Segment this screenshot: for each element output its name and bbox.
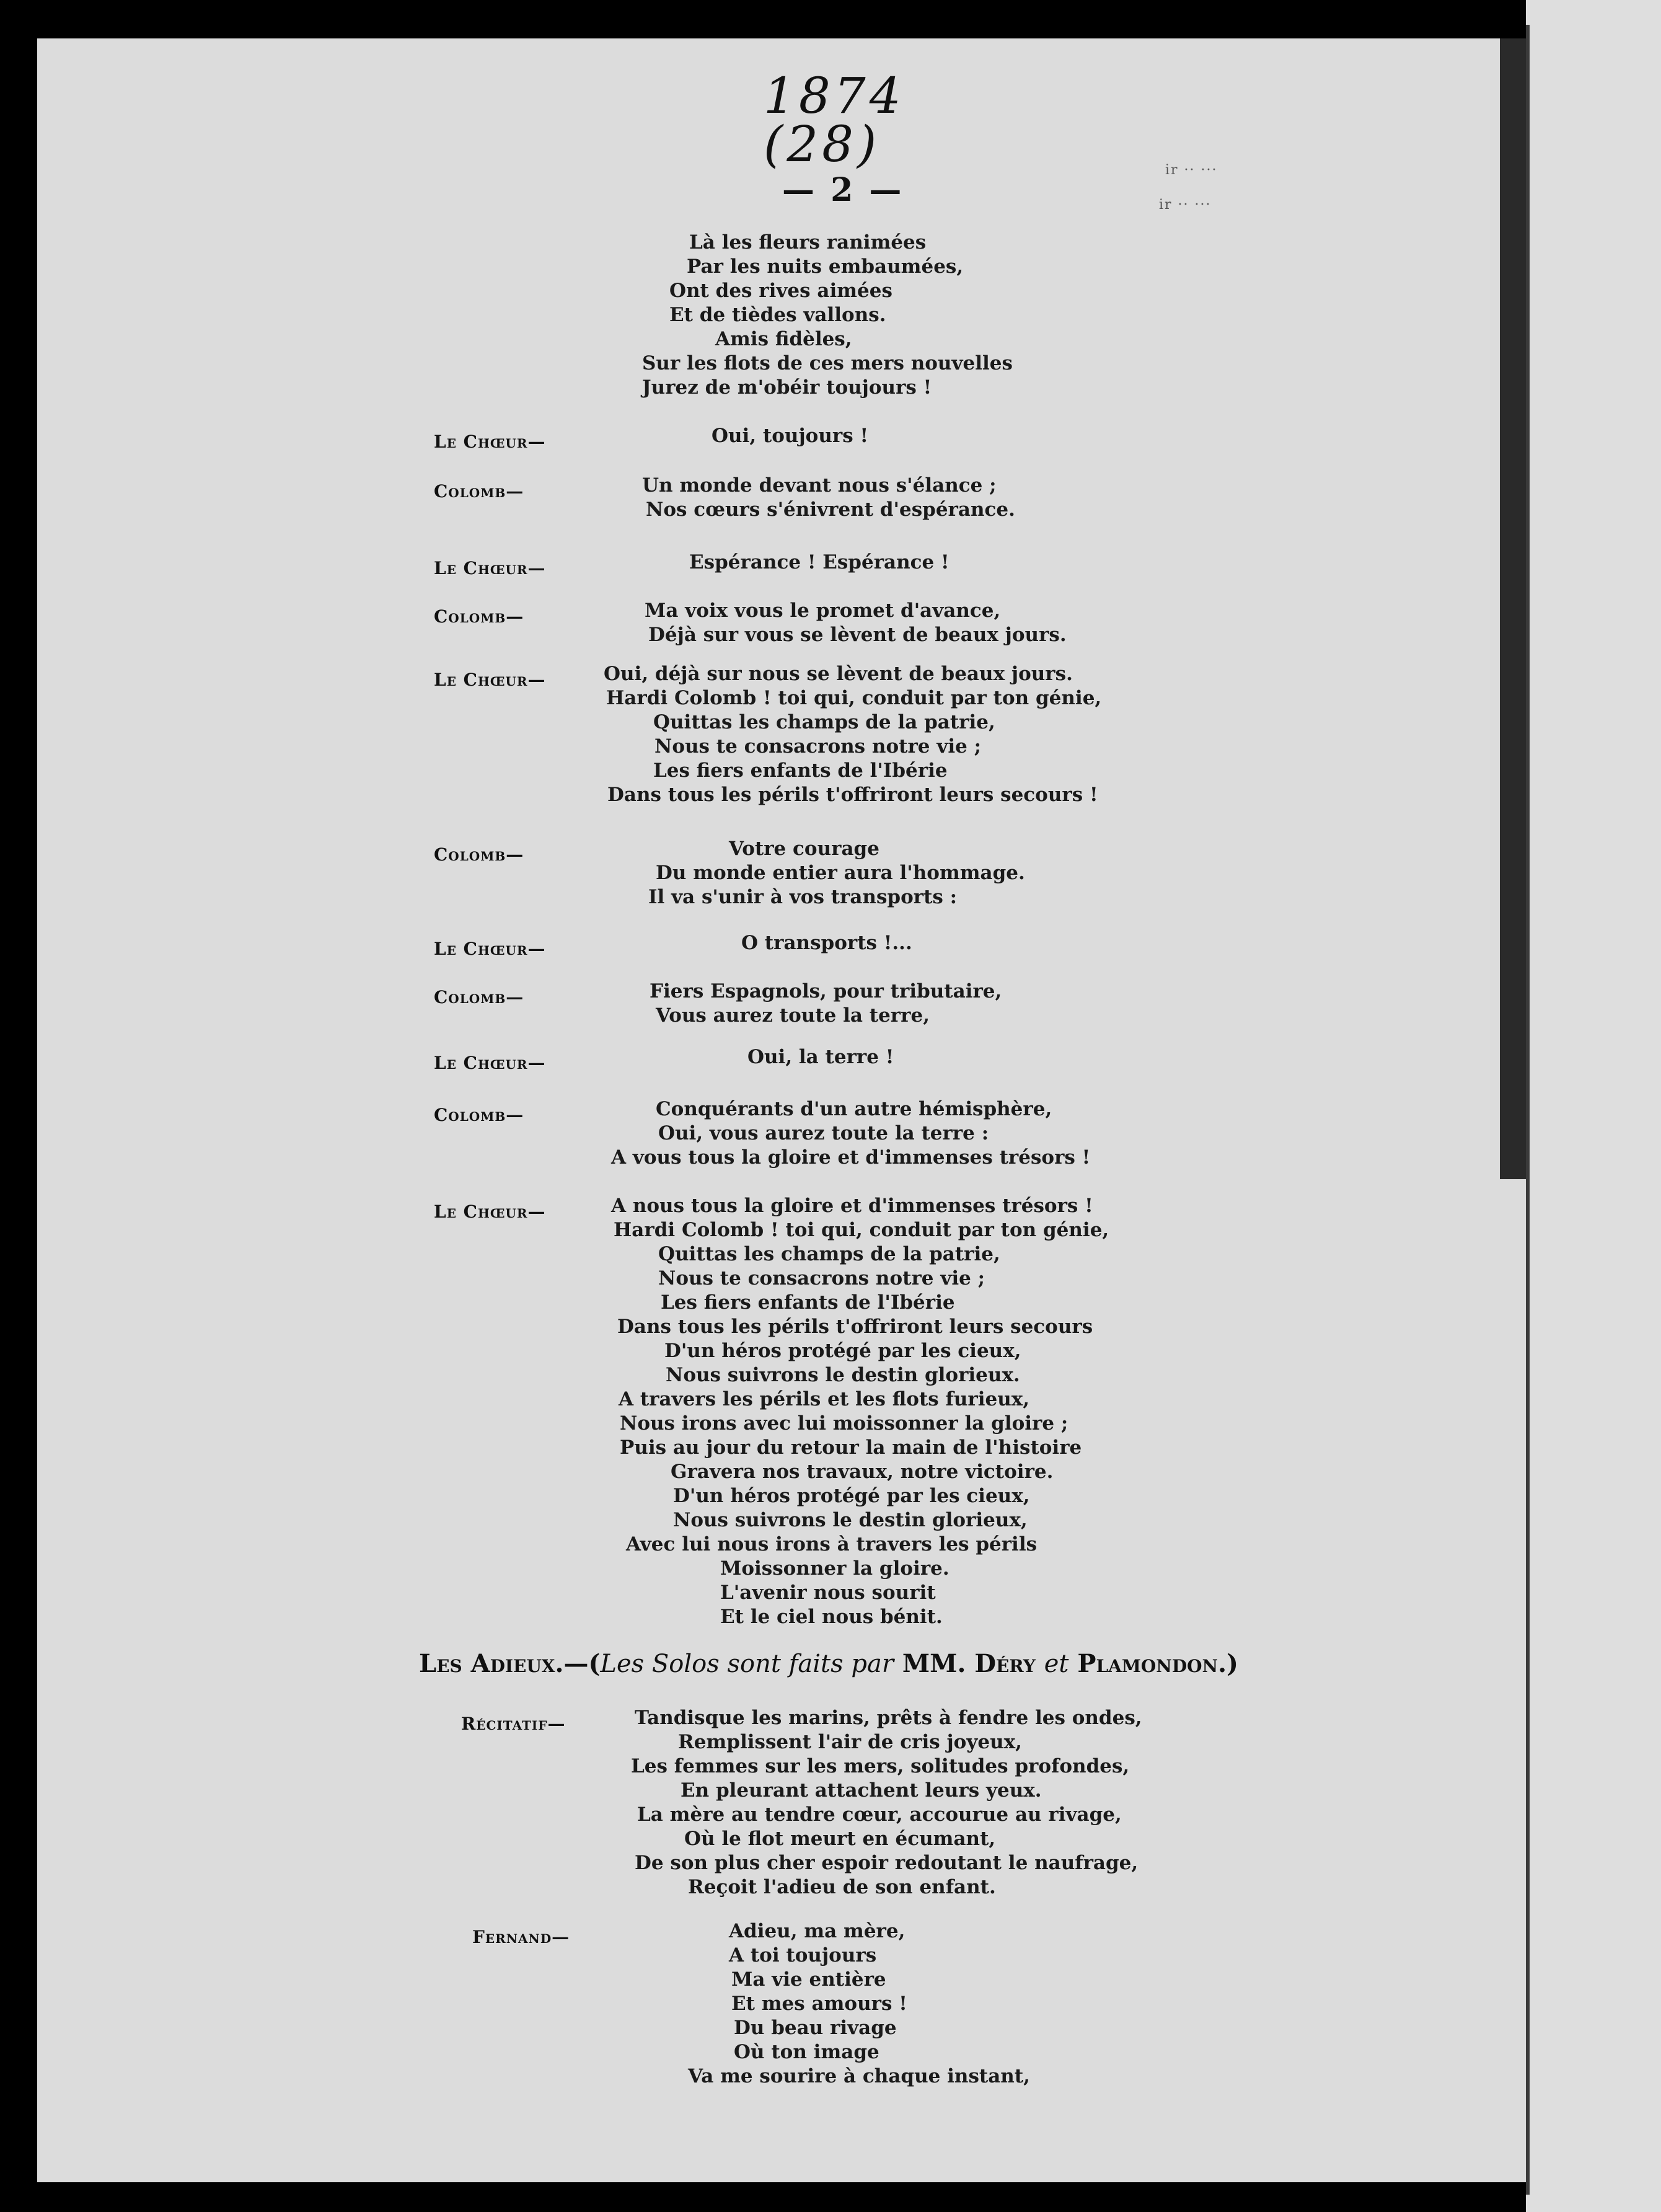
verse-line: Oui, la terre ! [747, 1046, 894, 1068]
speaker-label: Récitatif— [461, 1714, 566, 1734]
verse-line: Quittas les champs de la patrie, [658, 1243, 1000, 1265]
speaker-label: Le Chœur— [434, 1053, 546, 1073]
margin-marks: ir ·· ··· [1165, 162, 1218, 178]
verse-line: Hardi Colomb ! toi qui, conduit par ton génie, [606, 687, 1102, 709]
verse-line: Oui, toujours ! [712, 425, 869, 447]
performer-name: Déry [974, 1649, 1036, 1678]
verse-line: Espérance ! Espérance ! [689, 551, 949, 573]
verse-line: Du beau rivage [734, 2017, 897, 2039]
verse-line: A vous tous la gloire et d'immenses trésors ! [611, 1146, 1091, 1169]
verse-line: De son plus cher espoir redoutant le naufrage, [635, 1852, 1139, 1874]
verse-line: A nous tous la gloire et d'immenses trésors ! [611, 1195, 1093, 1217]
verse-line: La mère au tendre cœur, accourue au rivage, [637, 1803, 1122, 1826]
speaker-label: Colomb— [434, 606, 524, 627]
speaker-label: Le Chœur— [434, 558, 546, 578]
adjacent-page-edge [1526, 25, 1530, 2195]
verse-line: Reçoit l'adieu de son enfant. [688, 1876, 996, 1898]
verse-line: D'un héros protégé par les cieux, [664, 1340, 1021, 1362]
verse-line: Par les nuits embaumées, [687, 255, 964, 278]
verse-line: Jurez de m'obéir toujours ! [642, 376, 932, 399]
verse-line: Où le flot meurt en écumant, [684, 1828, 996, 1850]
verse-line: Quittas les champs de la patrie, [653, 711, 995, 733]
verse-line: Où ton image [734, 2041, 879, 2063]
speaker-label: Le Chœur— [434, 939, 546, 959]
verse-line: Votre courage [729, 838, 879, 860]
verse-line: Avec lui nous irons à travers les périls [626, 1533, 1038, 1555]
verse-line: Dans tous les périls t'offriront leurs secours [617, 1316, 1093, 1338]
verse-line: Dans tous les périls t'offriront leurs secours ! [607, 784, 1098, 806]
verse-line: Et le ciel nous bénit. [720, 1606, 943, 1628]
verse-line: Ma vie entière [731, 1968, 886, 1991]
handwritten-number: (28) [764, 115, 881, 173]
verse-line: Tandisque les marins, prêts à fendre les ondes, [635, 1707, 1142, 1729]
heading-prefix: MM. [902, 1649, 966, 1678]
verse-line: Oui, vous aurez toute la terre : [658, 1122, 989, 1144]
verse-line: Ont des rives aimées [669, 280, 892, 302]
verse-line: Là les fleurs ranimées [689, 231, 927, 254]
speaker-label: Fernand— [472, 1927, 570, 1947]
heading-dash: —( [563, 1649, 601, 1678]
verse-line: Ma voix vous le promet d'avance, [645, 599, 1001, 622]
verse-line: D'un héros protégé par les cieux, [673, 1485, 1030, 1507]
verse-line: Du monde entier aura l'hommage. [656, 862, 1025, 884]
verse-line: L'avenir nous sourit [720, 1582, 936, 1604]
speaker-label: Le Chœur— [434, 670, 546, 690]
section-heading-adieux [419, 1649, 1238, 1678]
speaker-label: Le Chœur— [434, 431, 546, 452]
verse-line: Et mes amours ! [731, 1993, 907, 2015]
verse-line: Nous te consacrons notre vie ; [658, 1267, 985, 1290]
speaker-label: Colomb— [434, 987, 524, 1007]
verse-line: Nous suivrons le destin glorieux, [673, 1509, 1028, 1531]
verse-line: Les fiers enfants de l'Ibérie [653, 759, 948, 782]
verse-line: Déjà sur vous se lèvent de beaux jours. [648, 624, 1067, 646]
verse-line: Amis fidèles, [715, 328, 852, 350]
verse-line: O transports !... [741, 932, 912, 954]
verse-line: Oui, déjà sur nous se lèvent de beaux jours. [604, 663, 1073, 685]
verse-line: Va me sourire à chaque instant, [688, 2065, 1030, 2087]
verse-line: Vous aurez toute la terre, [656, 1004, 930, 1027]
verse-line: A toi toujours [729, 1944, 877, 1966]
page-number: — 2 — [782, 171, 904, 209]
speaker-label: Le Chœur— [434, 1201, 546, 1222]
verse-line: Nos cœurs s'énivrent d'espérance. [646, 498, 1015, 521]
performer-name: Plamondon. [1077, 1649, 1227, 1678]
heading-note: Les Solos sont faits par [600, 1650, 894, 1678]
verse-line: Adieu, ma mère, [729, 1920, 905, 1942]
verse-line: En pleurant attachent leurs yeux. [681, 1779, 1042, 1802]
heading-close: ) [1227, 1649, 1238, 1678]
verse-line: Nous suivrons le destin glorieux. [666, 1364, 1020, 1386]
verse-line: Il va s'unir à vos transports : [648, 886, 958, 908]
heading-and: et [1044, 1650, 1069, 1678]
verse-line: Un monde devant nous s'élance ; [642, 474, 997, 497]
speaker-label: Colomb— [434, 844, 524, 865]
verse-line: A travers les périls et les flots furieux, [619, 1388, 1030, 1410]
verse-line: Les femmes sur les mers, solitudes profondes, [631, 1755, 1130, 1777]
verse-line: Nous te consacrons notre vie ; [654, 735, 982, 758]
verse-line: Fiers Espagnols, pour tributaire, [650, 980, 1002, 1002]
verse-line: Hardi Colomb ! toi qui, conduit par ton génie, [614, 1219, 1109, 1241]
verse-line: Puis au jour du retour la main de l'histoire [620, 1436, 1082, 1459]
verse-line: Remplissent l'air de cris joyeux, [678, 1731, 1022, 1753]
speaker-label: Colomb— [434, 1105, 524, 1125]
page-shadow-strip [1500, 38, 1530, 1179]
verse-line: Sur les flots de ces mers nouvelles [642, 352, 1013, 374]
adjacent-page [1526, 0, 1661, 2212]
verse-line: Les fiers enfants de l'Ibérie [661, 1291, 955, 1314]
verse-line: Et de tièdes vallons. [669, 304, 886, 326]
verse-line: Conquérants d'un autre hémisphère, [656, 1098, 1052, 1120]
verse-line: Moissonner la gloire. [720, 1557, 949, 1580]
verse-line: Gravera nos travaux, notre victoire. [671, 1461, 1054, 1483]
handwritten-year: 1874 [764, 67, 905, 125]
margin-marks: ir ·· ··· [1159, 197, 1212, 213]
speaker-label: Colomb— [434, 481, 524, 502]
verse-line: Nous irons avec lui moissonner la gloire ; [620, 1412, 1068, 1435]
heading-title: Les Adieux. [419, 1649, 564, 1678]
